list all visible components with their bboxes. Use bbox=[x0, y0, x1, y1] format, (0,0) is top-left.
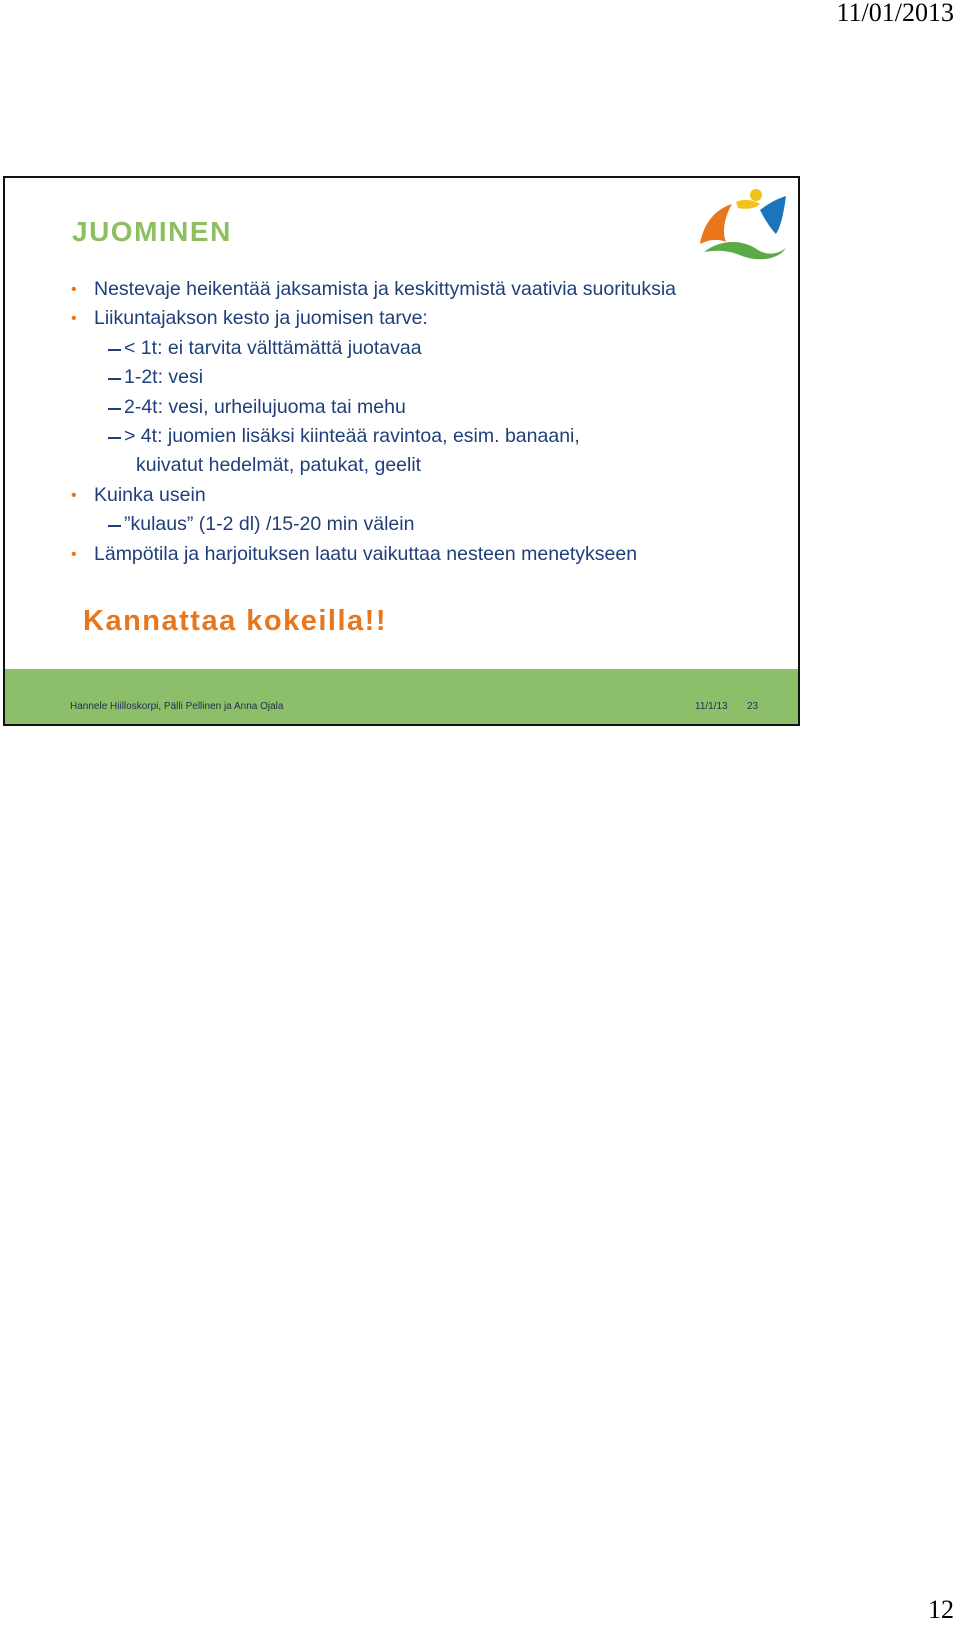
list-item: 2-4t: vesi, urheilujuoma tai mehu bbox=[70, 393, 790, 422]
callout-text: Kannattaa kokeilla!! bbox=[83, 605, 387, 637]
dash-icon bbox=[108, 525, 121, 527]
slide-title: JUOMINEN bbox=[72, 216, 232, 247]
page-date: 11/01/2013 bbox=[836, 0, 954, 27]
list-item: • Liikuntajakson kesto ja juomisen tarve: bbox=[70, 304, 790, 333]
list-item: ”kulaus” (1-2 dl) /15-20 min välein bbox=[70, 510, 790, 539]
dash-icon bbox=[108, 437, 121, 439]
bullet-icon: • bbox=[71, 486, 77, 504]
colorful-figure-logo-icon bbox=[698, 188, 788, 260]
bullet-icon: • bbox=[71, 310, 77, 328]
bullet-icon: • bbox=[71, 545, 77, 563]
footer-date: 11/1/13 bbox=[695, 701, 728, 712]
dash-icon bbox=[108, 349, 121, 351]
list-item: • Nestevaje heikentää jaksamista ja keskittymistä vaativia suorituksia bbox=[70, 275, 790, 304]
bullet-list bbox=[70, 275, 790, 569]
list-item: > 4t: juomien lisäksi kiinteää ravintoa, esim. banaani, bbox=[70, 422, 790, 451]
bullet-icon: • bbox=[71, 281, 77, 298]
list-item-continuation: kuivatut hedelmät, patukat, geelit bbox=[136, 454, 422, 477]
list-item: • Kuinka usein bbox=[70, 481, 790, 510]
page-number: 12 bbox=[928, 1595, 954, 1624]
slide bbox=[3, 176, 800, 726]
list-item: • Lämpötila ja harjoituksen laatu vaikuttaa nesteen menetykseen bbox=[70, 540, 790, 569]
list-item: < 1t: ei tarvita välttämättä juotavaa bbox=[70, 334, 790, 363]
dash-icon bbox=[108, 378, 121, 380]
slide-footer bbox=[5, 669, 798, 726]
list-item: 1-2t: vesi bbox=[70, 363, 790, 392]
dash-icon bbox=[108, 408, 121, 410]
footer-slide-number: 23 bbox=[747, 701, 759, 712]
footer-authors: Hannele Hiilloskorpi, Pälli Pellinen ja Anna Ojala bbox=[70, 701, 284, 712]
